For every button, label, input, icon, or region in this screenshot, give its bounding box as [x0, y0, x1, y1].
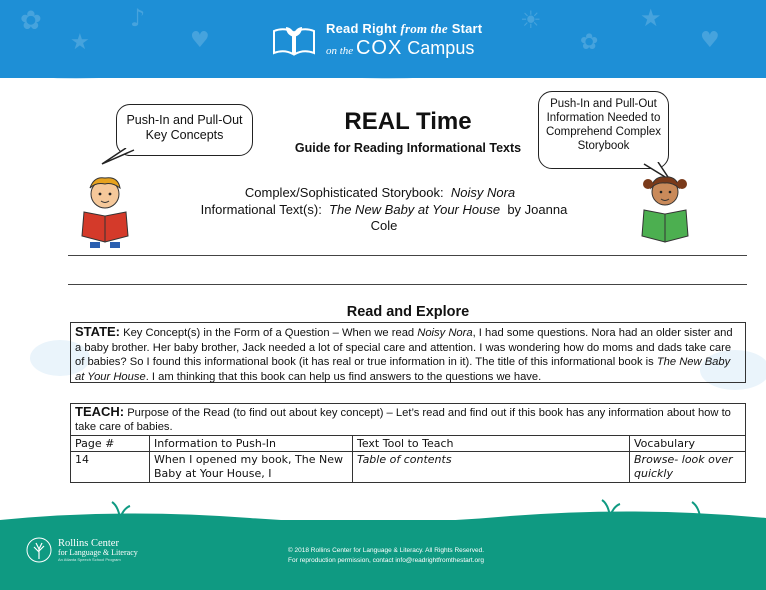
column-header: Page #: [71, 436, 150, 452]
puzzle-doodle-icon: ✿: [20, 6, 42, 36]
table-cell-info: When I opened my book, The New Baby at Your House, I: [150, 452, 353, 483]
girl-reading-illustration: [636, 170, 694, 250]
storybook-line: [180, 185, 580, 200]
copyright-text: © 2018 Rollins Center for Language & Literacy. All Rights Reserved.: [287, 547, 485, 554]
state-text: , I had some questions. Nora had an older sister and a baby brother. Her baby brother, Jack needed a lot of special care and attention. I was wondering how do moms and dads take care of babies? So I found this informational book (it has real or true information in it). The title of this informational book is: [75, 327, 733, 369]
table-cell-vocab: [630, 452, 746, 483]
page-title: REAL Time: [344, 108, 472, 135]
info-text-author: by Joanna Cole: [370, 202, 568, 233]
storybook-label: Complex/Sophisticated Storybook:: [244, 185, 444, 200]
logo-text-part: Campus: [402, 38, 475, 58]
org-name: Rollins Center: [58, 537, 119, 549]
state-text: . I am thinking that this book can help us find answers to the questions we have.: [145, 370, 542, 383]
heart-doodle-icon: ♥: [190, 28, 210, 53]
state-label: STATE:: [75, 324, 121, 339]
logo-text-part: from the: [400, 21, 448, 36]
permission-text: For reproduction permission, contact info@readrightfromthestart.org: [288, 557, 484, 564]
state-text: Key Concept(s) in the Form of a Question – When we read: [120, 327, 418, 339]
bubble-left-text: Push-In and Pull-Out Key Concepts: [126, 113, 243, 142]
teach-header: [71, 404, 746, 436]
speech-bubble-left: [116, 104, 253, 156]
music-doodle-icon: ♪: [130, 4, 146, 32]
logo-text-part: Read Right: [326, 21, 401, 36]
column-header: Vocabulary: [630, 436, 746, 452]
logo-text-part: COX: [355, 37, 403, 59]
table-row: [71, 452, 746, 483]
footer-copyright: [236, 546, 536, 566]
table-cell-tool-text: Table of contents: [357, 453, 452, 466]
info-text-title: The New Baby at Your House: [329, 202, 501, 217]
table-header-row: [71, 436, 746, 452]
divider-line: [68, 284, 747, 285]
table-cell-vocab-text: Browse- look over quickly: [634, 453, 733, 480]
read-right-logo[interactable]: [272, 22, 482, 58]
boy-reading-illustration: [72, 172, 138, 250]
storybook-title: Noisy Nora: [450, 185, 516, 200]
teach-text: Purpose of the Read (to find out about key concept) – Let’s read and find out if this book has any information about how to take care of babies.: [75, 407, 731, 433]
table-cell-page: 14: [71, 452, 150, 483]
heart-doodle-icon: ♥: [700, 28, 720, 53]
teach-label: TEACH:: [75, 404, 125, 419]
org-subtitle: for Language & Literacy: [58, 548, 138, 558]
logo-text-part: on the: [326, 45, 356, 57]
bubble-right-text: Push-In and Pull-Out Information Needed to Comprehend Complex Storybook: [545, 98, 662, 152]
org-tagline: An Atlanta Speech School Program: [58, 556, 121, 562]
state-text-italic: The New Baby at Your House: [75, 356, 731, 383]
teach-table: [70, 403, 746, 483]
section-heading: Read and Explore: [346, 304, 470, 320]
informational-text-line: [186, 202, 582, 234]
flower-doodle-icon: ✿: [580, 30, 599, 55]
sun-doodle-icon: ☀: [520, 6, 542, 34]
page-subtitle: Guide for Reading Informational Texts: [294, 141, 522, 155]
speech-bubble-right: [538, 91, 669, 169]
state-text-italic: Noisy Nora: [417, 327, 473, 339]
column-header: Information to Push-In: [150, 436, 353, 452]
logo-text: [326, 22, 482, 58]
column-header: Text Tool to Teach: [353, 436, 630, 452]
info-text-label: Informational Text(s):: [200, 202, 322, 217]
footer-logo-text: [58, 538, 138, 563]
banner-wave-edge: [0, 66, 766, 86]
star-doodle-icon: ★: [70, 30, 90, 55]
star-doodle-icon: ★: [640, 4, 662, 32]
bubble-left-tail: [100, 148, 136, 166]
rollins-center-logo[interactable]: [26, 537, 138, 563]
tree-icon: [26, 537, 52, 563]
divider-line: [68, 255, 747, 256]
logo-text-part: Start: [447, 21, 483, 36]
table-cell-tool: [353, 452, 630, 483]
open-book-sprout-icon: [272, 23, 316, 57]
state-box: [70, 322, 746, 383]
